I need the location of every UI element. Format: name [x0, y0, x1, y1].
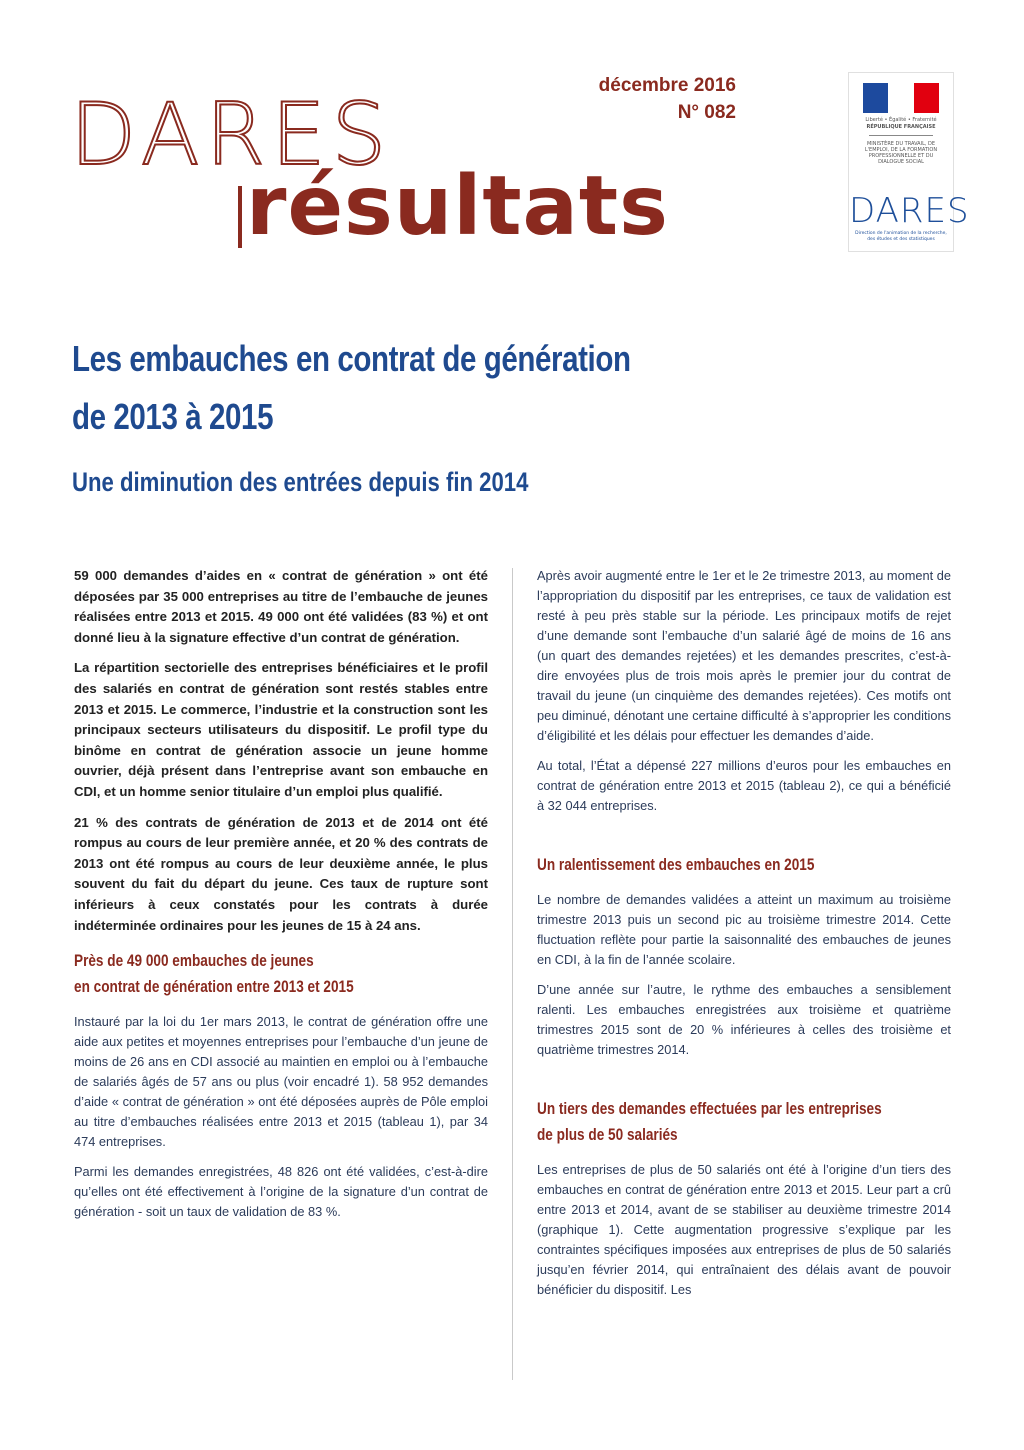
body-paragraph: Instauré par la loi du 1er mars 2013, le contrat de génération offre une aide aux petites et moyennes entreprises pour l’embauche d’un jeune de moins de 26 ans en CDI associé au maintien en emploi ou à l’embauche de salariés âgés de 57 ans ou plus (voir encadré 1). 58 952 demandes d’aide « contrat de génération » ont été déposées auprès de Pôle emploi au titre d’embauches réalisées entre 2013 et 2015 (tableau 1), par 34 474 entreprises. [74, 1014, 488, 1150]
section-heading-1 [74, 948, 488, 1000]
left-column [74, 566, 488, 1232]
section-heading-3-line-1: Un tiers des demandes effectuées par les entreprises [537, 1099, 882, 1118]
issue-info [599, 72, 736, 126]
section-heading-2: Un ralentissement des embauches en 2015 [537, 855, 815, 874]
body-paragraph: Après avoir augmenté entre le 1er et le 2e trimestre 2013, au moment de l’appropriation du dispositif par les entreprises, ce taux de validation est resté à peu près stable sur la période. Les principaux motifs de rejet d’une demande sont l’embauche d’un salarié âgé de moins de 16 ans (un quart des demandes rejetées) et les demandes prescrites, c’est-à-dire envoyées plus de trois mois après le premier jour du contrat de travail du jeune (un cinquième des demandes rejetées). Ces motifs ont peu diminué, dénotant une certaine difficulté à s’approprier les conditions d’éligibilité et les délais pour effectuer les demandes d’aide. [537, 568, 951, 743]
title-line-1: Les embauches en contrat de génération [72, 338, 631, 379]
republic-name: RÉPUBLIQUE FRANÇAISE [866, 124, 936, 130]
masthead-series: résultats [246, 159, 669, 254]
body-paragraph: Le nombre de demandes validées a atteint un maximum au troisième trimestre 2013 puis un second pic au troisième trimestre 2014. Cette fluctuation reflète pour partie la saisonnalité des embauches de jeunes en CDI, à la fin de l’année scolaire. [537, 892, 951, 967]
summary-paragraph-3: 21 % des contrats de génération de 2013 et de 2014 ont été rompus au cours de leur première année, et 20 % des contrats de 2013 ont été rompus au cours de leur deuxième année, le plus souvent du fait du départ du jeune. Ces taux de rupture sont inférieurs à ceux constatés pour les contrats à durée indéterminée ordinaires pour les jeunes de 15 à 24 ans. [74, 814, 488, 933]
ministry-logo [848, 72, 970, 252]
body-paragraph: Au total, l’État a dépensé 227 millions d’euros pour les embauches en contrat de génération entre 2013 et 2015 (tableau 2), ce qui a bénéficié à 32 044 entreprises. [537, 758, 951, 813]
republic-motto: Liberté • Égalité • Fraternité [865, 117, 937, 123]
ministry-name: MINISTÈRE DU TRAVAIL, DE L'EMPLOI, DE LA FORMATION PROFESSIONNELLE ET DU DIALOGUE SOCIAL [864, 141, 938, 165]
logo-brand: DARES [849, 191, 970, 231]
body-paragraph: D’une année sur l’autre, le rythme des embauches a sensiblement ralenti. Les embauches enregistrées aux troisième et quatrième trimestres 2015 sont de 20 % inférieures à celles des troisième et quatrième trimestres 2014. [537, 982, 951, 1057]
summary-paragraph-1: 59 000 demandes d’aides en « contrat de génération » ont été déposées par 35 000 entreprises au titre de l’embauche de jeunes réalisées entre 2013 et 2015. 49 000 ont été validées (83 %) et ont donné lieu à la signature effective d’un contrat de génération. [74, 568, 488, 645]
marianne-flag-icon [863, 83, 939, 113]
page-subtitle: Une diminution des entrées depuis fin 2014 [72, 467, 529, 497]
masthead-accent-bar [238, 186, 242, 248]
page-title [72, 330, 662, 446]
section-heading-1-line-1: Près de 49 000 embauches de jeunes [74, 951, 314, 971]
summary-paragraph-2: La répartition sectorielle des entreprises bénéficiaires et le profil des salariés en contrat de génération sont restés stables entre 2013 et 2015. Le commerce, l’industrie et la construction sont les principaux secteurs utilisateurs du dispositif. Le profil type du binôme en contrat de génération associe un jeune homme ouvrier, déjà présent dans l’entreprise avant son embauche en CDI, et un homme senior titulaire d’un emploi plus qualifié. [74, 660, 488, 799]
issue-number: N° 082 [677, 102, 736, 123]
section-heading-3-line-2: de plus de 50 salariés [537, 1125, 678, 1144]
body-paragraph: Parmi les demandes enregistrées, 48 826 ont été validées, c’est-à-dire qu’elles ont été effectivement à l’origine de la signature d’un contrat de génération - soit un taux de validation de 83 %. [74, 1164, 488, 1220]
logo-divider [869, 135, 933, 136]
section-heading-3 [537, 1096, 951, 1148]
title-line-2: de 2013 à 2015 [72, 396, 274, 437]
right-column [537, 566, 951, 1310]
masthead-brand: DARES [70, 85, 393, 185]
column-divider [512, 568, 513, 1380]
issue-date: décembre 2016 [598, 75, 736, 96]
logo-brand-subtitle: Direction de l'animation de la recherche, des études et des statistiques [855, 231, 947, 242]
body-paragraph: Les entreprises de plus de 50 salariés ont été à l’origine d’un tiers des embauches en contrat de génération entre 2013 et 2015. Leur part a crû entre 2013 et 2014, avant de se stabiliser au deuxième trimestre 2014 (graphique 1). Cette augmentation progressive s’explique par les contraintes spécifiques imposées aux entreprises de plus de 50 salariés jusqu’en février 2014, qui entraînaient des délais avant de pouvoir bénéficier du dispositif. Les [537, 1162, 951, 1297]
section-heading-1-line-2: en contrat de génération entre 2013 et 2015 [74, 977, 354, 997]
